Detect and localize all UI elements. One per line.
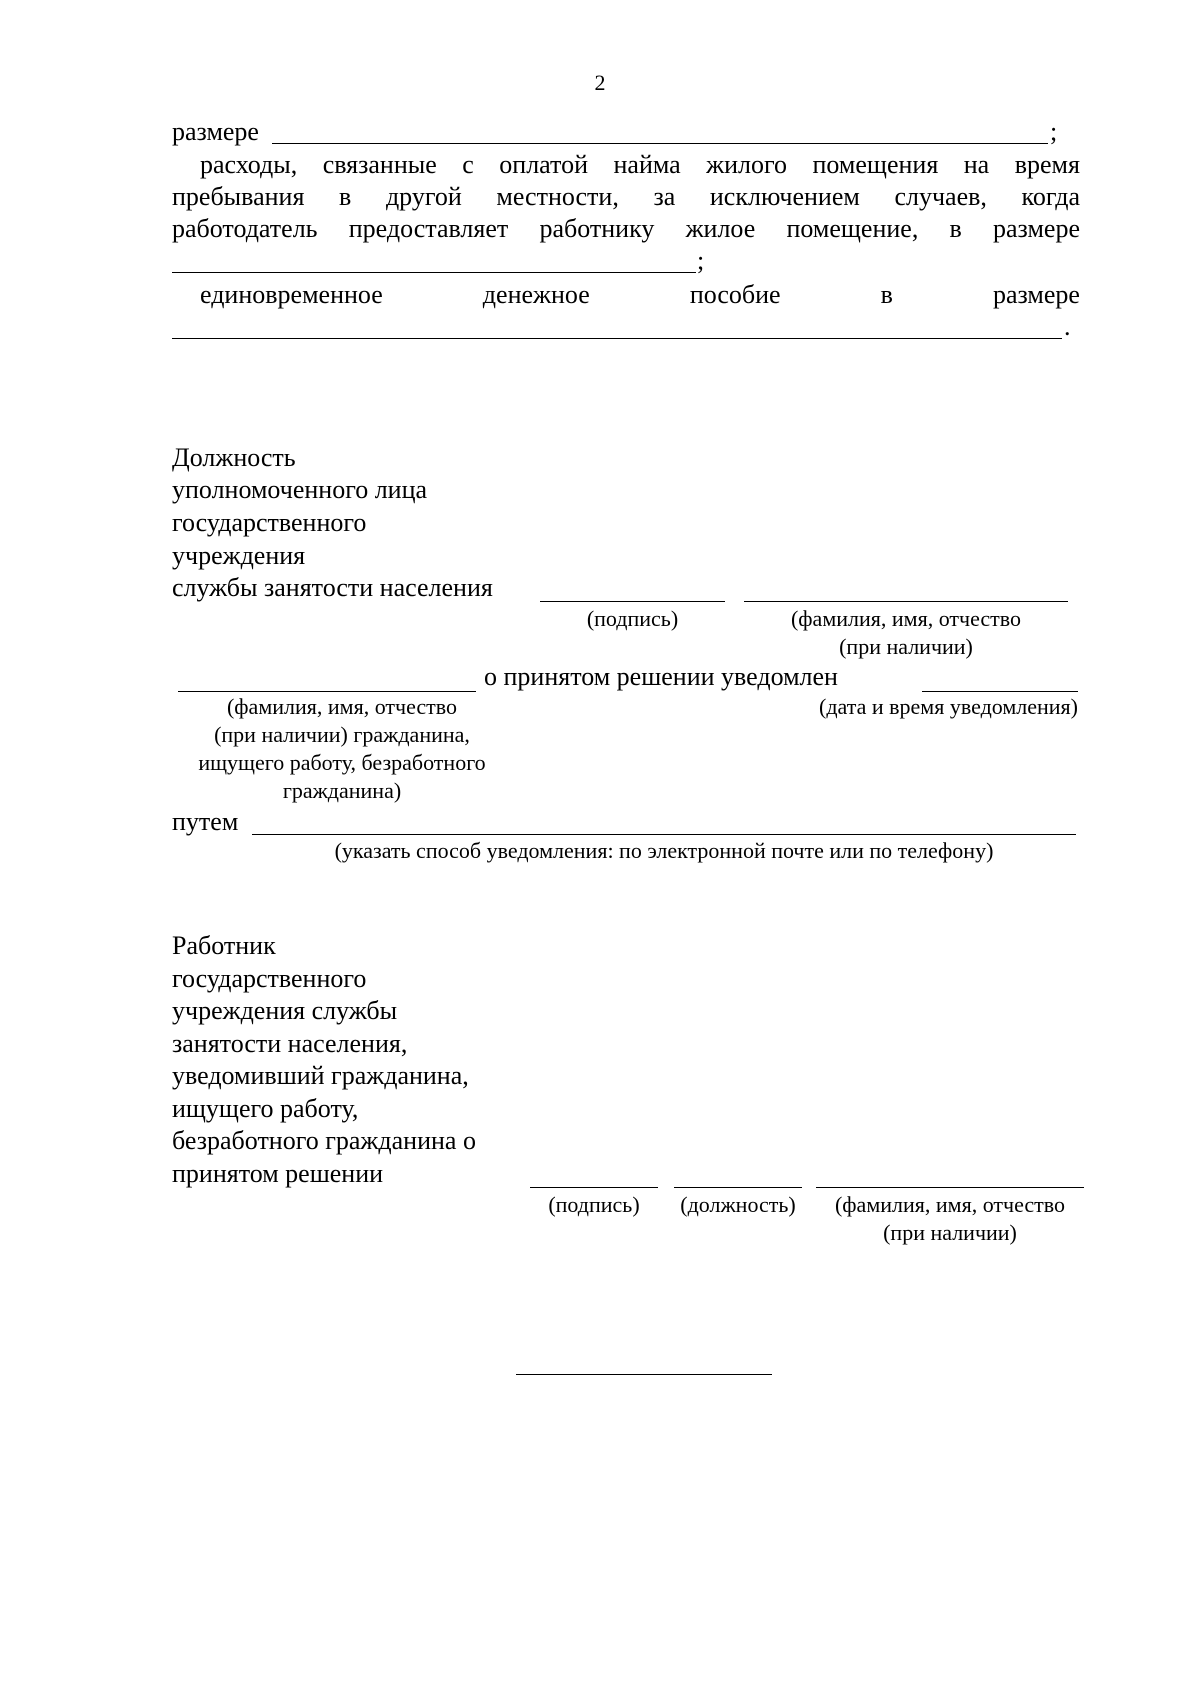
word: помещение, (786, 214, 919, 243)
word: размере (993, 214, 1080, 243)
employee-title-line: учреждения службы (172, 996, 398, 1025)
item1-end: ; (1050, 117, 1058, 146)
official-title-line: учреждения (172, 541, 306, 570)
employee-title-line: государственного (172, 964, 367, 993)
word: жилое (685, 214, 756, 243)
word: найма (613, 150, 681, 179)
notification-text: о принятом решении уведомлен (484, 662, 838, 691)
employee-title-line: ищущего работу, (172, 1094, 359, 1123)
citizen-caption-line: ищущего работу, безработного (198, 750, 486, 775)
item2-blank-line[interactable] (172, 272, 696, 273)
employee-name-caption-1: (фамилия, имя, отчество (834, 1192, 1066, 1217)
word: в (880, 280, 893, 309)
method-label: путем (172, 807, 239, 836)
word: единовременное (200, 280, 383, 309)
official-name-caption-1: (фамилия, имя, отчество (790, 606, 1022, 631)
date-caption: (дата и время уведомления) (819, 694, 1078, 719)
word: в (949, 214, 962, 243)
word: исключением (709, 182, 860, 211)
word: денежное (482, 280, 590, 309)
closing-separator (516, 1374, 772, 1375)
word: оплатой (499, 150, 588, 179)
official-title-line: уполномоченного лица (172, 475, 428, 504)
word: местности, (496, 182, 619, 211)
word: предоставляет (348, 214, 509, 243)
employee-title-line: уведомивший гражданина, (172, 1061, 469, 1090)
method-caption: (указать способ уведомления: по электронной почте или по телефону) (334, 838, 994, 863)
word: жилого (706, 150, 788, 179)
word: связанные (322, 150, 437, 179)
word: пребывания (172, 182, 305, 211)
citizen-name-line[interactable] (178, 691, 476, 692)
citizen-caption-line: (при наличии) гражданина, (214, 722, 470, 747)
word: за (653, 182, 676, 211)
notification-date-line[interactable] (922, 691, 1078, 692)
word: когда (1021, 182, 1080, 211)
official-title-line: государственного (172, 508, 367, 537)
official-title-line: Должность (172, 443, 296, 472)
word: на (963, 150, 990, 179)
item3-line (200, 279, 1080, 311)
item3-end: . (1064, 312, 1071, 341)
employee-title-line: безработного гражданина о (172, 1126, 476, 1155)
word: случаев, (894, 182, 987, 211)
word: пособие (689, 280, 781, 309)
employee-title-line: Работник (172, 931, 276, 960)
page-number: 2 (594, 70, 606, 95)
employee-title-line: занятости населения, (172, 1029, 408, 1058)
item1-label: размере (172, 117, 259, 146)
item2-line3 (172, 213, 1080, 245)
word: в (339, 182, 352, 211)
official-name-line[interactable] (744, 601, 1068, 602)
method-blank-line[interactable] (252, 834, 1076, 835)
word: с (462, 150, 474, 179)
item2-line2 (172, 181, 1080, 213)
word: другой (385, 182, 462, 211)
official-name-caption-2: (при наличии) (839, 634, 973, 659)
word: расходы, (200, 150, 298, 179)
official-title-line: службы занятости населения (172, 573, 493, 602)
word: размере (992, 280, 1080, 309)
official-signature-line[interactable] (540, 601, 725, 602)
employee-signature-caption: (подпись) (548, 1192, 640, 1217)
employee-name-caption-2: (при наличии) (883, 1220, 1017, 1245)
word: помещения (812, 150, 939, 179)
employee-title-line: принятом решении (172, 1159, 384, 1188)
employee-name-line[interactable] (816, 1187, 1084, 1188)
item2-end: ; (697, 246, 705, 275)
citizen-caption-line: (фамилия, имя, отчество (226, 694, 458, 719)
employee-position-caption: (должность) (680, 1192, 796, 1217)
word: время (1014, 150, 1080, 179)
official-signature-caption: (подпись) (586, 606, 679, 631)
word: работодатель (172, 214, 318, 243)
employee-signature-line[interactable] (530, 1187, 658, 1188)
item3-blank-line[interactable] (172, 338, 1062, 339)
employee-position-line[interactable] (674, 1187, 802, 1188)
word: работнику (539, 214, 655, 243)
citizen-caption-line: гражданина) (282, 778, 402, 803)
item2-line1 (200, 149, 1080, 181)
item1-blank-line[interactable] (272, 143, 1048, 144)
